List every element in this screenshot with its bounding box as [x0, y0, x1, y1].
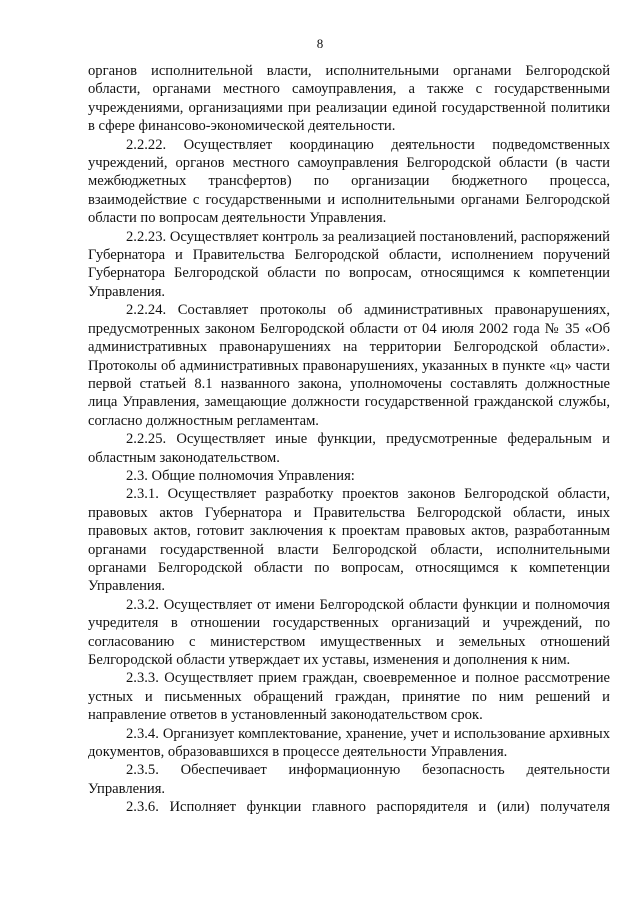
paragraph-2-3-3: 2.3.3. Осуществляет прием граждан, своевременное и полное рассмотрение устных и письменных обращений граждан, принятие по ним решений и направление ответов в установленный законодательством срок.	[88, 670, 610, 724]
paragraph-2-2-25: 2.2.25. Осуществляет иные функции, предусмотренные федеральным и областным законодательством.	[88, 431, 610, 466]
paragraph-2-2-24: 2.2.24. Составляет протоколы об административных правонарушениях, предусмотренных законом Белгородской области от 04 июля 2002 года № 35 «Об административных правонарушениях на территории Белгородской области». Протоколы об административных правонарушениях, указанных в пункте «ц» части первой статьей 8.1 названного закона, уполномочены составлять должностные лица Управления, замещающие должности государственной гражданской службы, согласно должностным регламентам.	[88, 302, 610, 429]
paragraph-2-3-heading: 2.3. Общие полномочия Управления:	[126, 467, 355, 484]
paragraph-2-3-4: 2.3.4. Организует комплектование, хранение, учет и использование архивных документов, образовавшихся в процессе деятельности Управления.	[88, 725, 610, 761]
paragraph-2-3-6: 2.3.6. Исполняет функции главного распорядителя и (или) получателя	[126, 799, 610, 816]
paragraph-2-2-22: 2.2.22. Осуществляет координацию деятельности подведомственных учреждений, органов местного самоуправления Белгородской области (в части межбюджетных трансфертов) по организации бюджетного процесса, взаимодействие с государственными и исполнительными органами Белгородской области по вопросам деятельности Управления.	[88, 136, 610, 227]
page-number: 8	[316, 36, 324, 51]
paragraph-2-3-2: 2.3.2. Осуществляет от имени Белгородской области функции и полномочия учредителя в отношении государственных организаций и учреждений, по согласованию с министерством имущественных и земельных отношений Белгородской области утверждает их уставы, изменения и дополнения к ним.	[88, 596, 610, 668]
paragraph-2-3-5: 2.3.5. Обеспечивает информационную безопасность деятельности Управления.	[88, 762, 610, 797]
paragraph-continuation: органов исполнительной власти, исполнительными органами Белгородской области, органами местного самоуправления, а также с государственными учреждениями, организациями при реализации единой государственной политики в сфере финансово-экономической деятельности.	[88, 63, 610, 135]
document-body	[88, 62, 610, 817]
paragraph-2-2-23: 2.2.23. Осуществляет контроль за реализацией постановлений, распоряжений Губернатора и Правительства Белгородской области, исполнением поручений Губернатора Белгородской области по вопросам, относящимся к компетенции Управления.	[88, 228, 610, 300]
paragraph-2-3-1: 2.3.1. Осуществляет разработку проектов законов Белгородской области, правовых актов Губернатора и Правительства Белгородской области, иных правовых актов, готовит заключения к проектам правовых актов, разработанным органами государственной власти Белгородской области, исполнительными органами Белгородской области по вопросам, относящимся к компетенции Управления.	[88, 486, 610, 595]
